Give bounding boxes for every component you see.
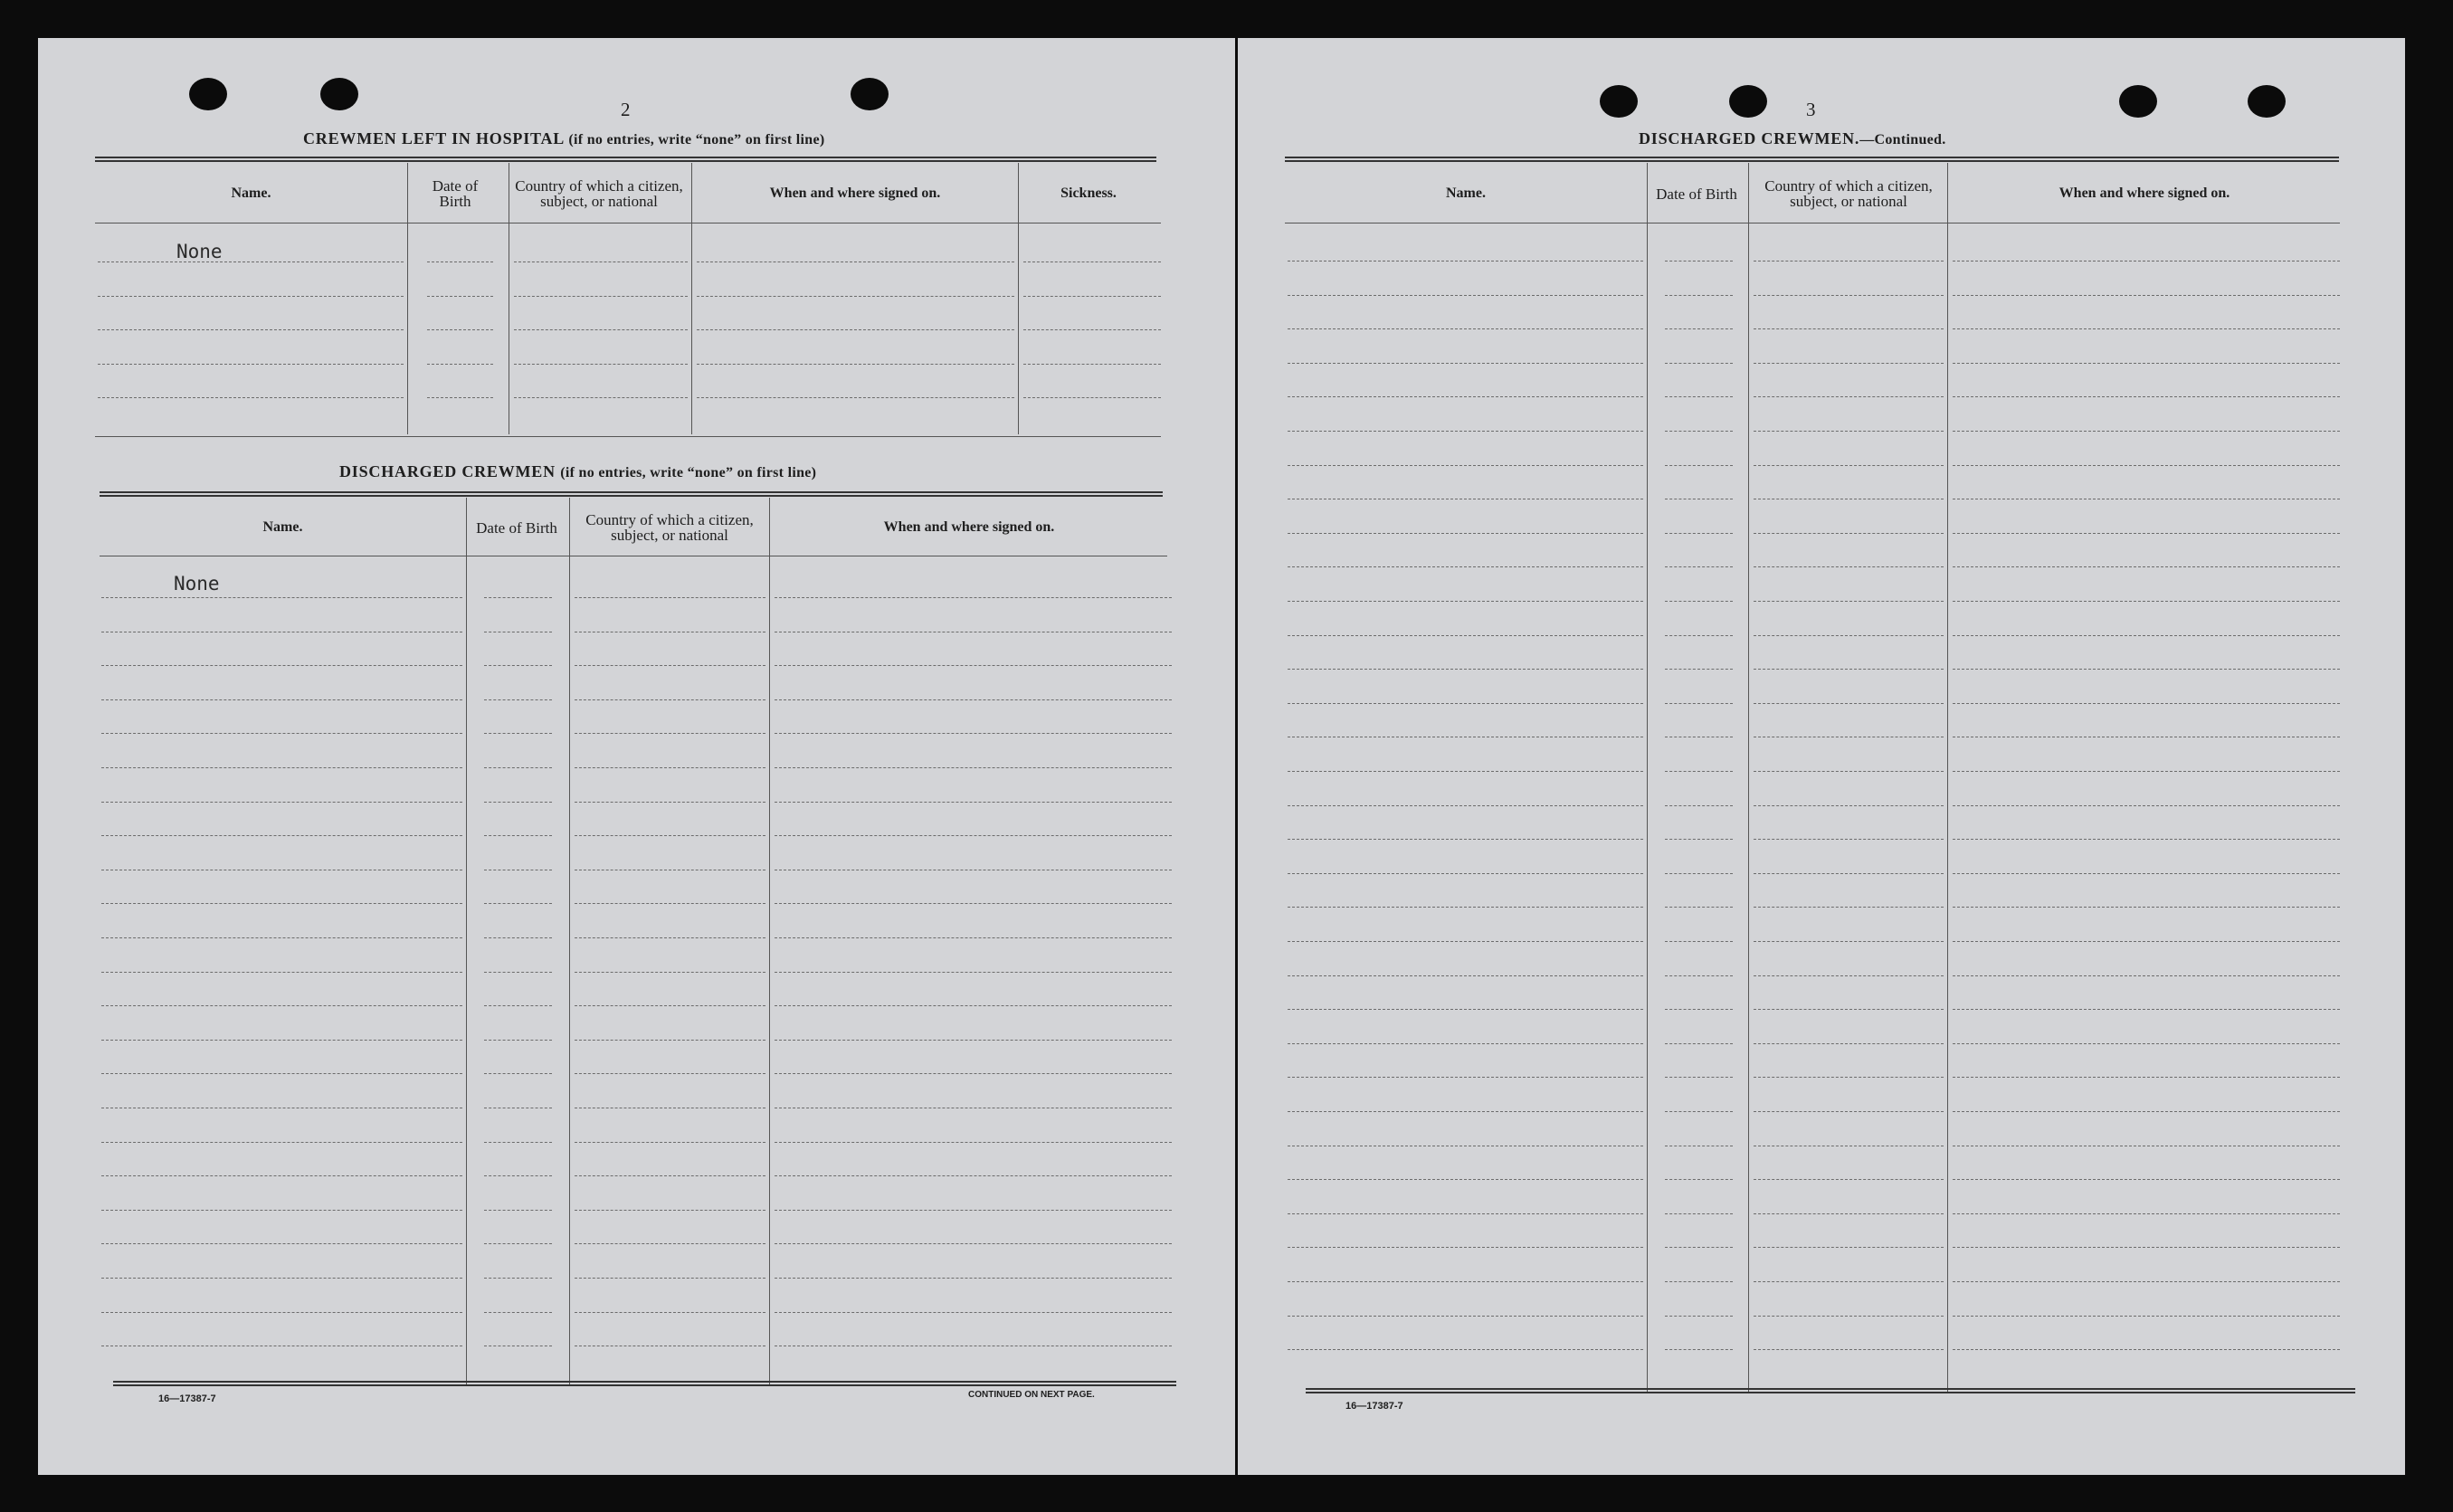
ruled-line [1754,1281,1944,1282]
continued-col-country: Country of which a citizen, subject, or national [1764,177,1933,210]
discharged-col-divider [466,498,467,1384]
ruled-line [1665,465,1733,466]
ruled-line [1754,465,1944,466]
continued-col-divider [1748,163,1749,1392]
ruled-line [1953,1111,2340,1112]
continued-note: CONTINUED ON NEXT PAGE. [968,1390,1095,1400]
ruled-line [1953,1349,2340,1350]
form-number: 16—17387-7 [1345,1401,1403,1412]
ruled-line [101,1040,462,1041]
ruled-line [514,397,688,398]
ruled-line [775,733,1172,734]
ruled-line [775,1040,1172,1041]
ruled-line [427,296,493,297]
ruled-line [98,296,404,297]
ruled-line [1754,839,1944,840]
ruled-line [1665,1316,1733,1317]
ruled-line [1665,261,1733,262]
ruled-line [1953,363,2340,364]
ruled-line [484,1073,552,1074]
ruled-line [427,397,493,398]
ruled-line [1754,669,1944,670]
ruled-line [1754,533,1944,534]
discharged-title: DISCHARGED CREWMEN [339,462,556,480]
ruled-line [1665,1213,1733,1214]
ruled-line [101,1243,462,1244]
discharged-col-country: Country of which a citizen, subject, or national [585,511,754,544]
ruled-line [1288,431,1643,432]
ruled-line [1754,1111,1944,1112]
ruled-line [484,903,552,904]
ruled-line [1754,396,1944,397]
hospital-col-signed: When and where signed on. [769,185,941,201]
ruled-line [101,597,462,598]
ruled-line [575,972,765,973]
ruled-line [1754,566,1944,567]
ruled-line [101,1312,462,1313]
ruled-line [1288,261,1643,262]
ruled-line [1288,839,1643,840]
ruled-line [1288,1009,1643,1010]
ruled-line [1288,1111,1643,1112]
ruled-line [484,1040,552,1041]
ruled-line [775,1005,1172,1006]
hospital-note: (if no entries, write “none” on first line) [568,132,825,147]
ruled-line [1754,1213,1944,1214]
ruled-line [1754,805,1944,806]
ruled-line [1953,839,2340,840]
ruled-line [1953,1009,2340,1010]
punch-hole-icon [2248,85,2286,118]
ruled-line [1953,396,2340,397]
ruled-line [775,1210,1172,1211]
ruled-line [1665,975,1733,976]
ruled-line [1665,941,1733,942]
ruled-line [1665,1043,1733,1044]
ruled-line [1288,396,1643,397]
ruled-line [1288,295,1643,296]
ruled-line [1288,601,1643,602]
ruled-line [1953,975,2340,976]
punch-hole-icon [320,78,358,110]
continued-bottom-rule [1306,1388,2355,1393]
ruled-line [101,733,462,734]
ruled-line [575,699,765,700]
continued-col-name: Name. [1446,185,1486,201]
ruled-line [514,296,688,297]
ruled-line [1953,1281,2340,1282]
ruled-line [1288,941,1643,942]
ruled-line [101,1175,462,1176]
continued-section-title [1639,129,1946,148]
ruled-line [775,835,1172,836]
ruled-line [1953,1247,2340,1248]
ruled-line [1754,295,1944,296]
ruled-line [775,665,1172,666]
ruled-line [484,835,552,836]
hospital-col-country: Country of which a citizen, subject, or national [515,177,683,210]
ruled-line [1754,328,1944,329]
ruled-line [575,767,765,768]
ruled-line [1288,1213,1643,1214]
ruled-line [101,1210,462,1211]
ruled-line [101,1005,462,1006]
page-number: 3 [1806,99,1816,120]
ruled-line [575,1278,765,1279]
ruled-line [1288,771,1643,772]
ruled-line [484,733,552,734]
hospital-col-divider [691,163,692,434]
punch-hole-icon [1729,85,1767,118]
ruled-line [1953,1043,2340,1044]
ruled-line [484,597,552,598]
discharged-section-title [339,462,816,481]
ruled-line [1665,839,1733,840]
ruled-line [101,1142,462,1143]
ruled-line [484,937,552,938]
punch-hole-icon [2119,85,2157,118]
ruled-line [1288,1349,1643,1350]
ruled-line [101,1073,462,1074]
ruled-line [1288,975,1643,976]
ruled-line [1953,328,2340,329]
ruled-line [484,699,552,700]
ruled-line [1953,941,2340,942]
ruled-line [1288,873,1643,874]
ruled-line [575,1243,765,1244]
ruled-line [1953,771,2340,772]
ruled-line [484,1175,552,1176]
ruled-line [775,1243,1172,1244]
ruled-line [1665,703,1733,704]
ruled-line [1665,566,1733,567]
discharged-col-divider [769,498,770,1384]
ruled-line [1953,601,2340,602]
ruled-line [1754,431,1944,432]
ruled-line [1288,533,1643,534]
discharged-note: (if no entries, write “none” on first line) [560,465,817,480]
ruled-line [1953,295,2340,296]
ruled-line [1754,703,1944,704]
continued-col-divider [1947,163,1948,1392]
ruled-line [1023,397,1161,398]
ruled-line [1665,1247,1733,1248]
ruled-line [1665,635,1733,636]
ruled-line [1953,1316,2340,1317]
ruled-line [1288,635,1643,636]
ruled-line [1288,1179,1643,1180]
ruled-line [1665,1111,1733,1112]
ruled-line [1754,1179,1944,1180]
ruled-line [484,1312,552,1313]
discharged-top-rule [100,491,1163,497]
ruled-line [1953,533,2340,534]
discharged-col-dob: Date of Birth [476,518,557,537]
continued-title: DISCHARGED CREWMEN. [1639,129,1860,147]
ruled-line [1288,805,1643,806]
ruled-line [1665,805,1733,806]
ruled-line [484,1278,552,1279]
ruled-line [1288,363,1643,364]
ruled-line [575,1073,765,1074]
ruled-line [1953,635,2340,636]
ruled-line [1754,1316,1944,1317]
ruled-line [775,937,1172,938]
ruled-line [1953,907,2340,908]
discharged-col-divider [569,498,570,1384]
ruled-line [1665,328,1733,329]
ruled-line [775,972,1172,973]
ruled-line [1953,703,2340,704]
ruled-line [1288,566,1643,567]
ruled-line [775,1175,1172,1176]
ruled-line [98,329,404,330]
ruled-line [1754,1247,1944,1248]
ruled-line [1288,1077,1643,1078]
ruled-line [1953,1077,2340,1078]
ruled-line [697,296,1014,297]
ruled-line [1953,465,2340,466]
hospital-col-divider [407,163,408,434]
hospital-title: CREWMEN LEFT IN HOSPITAL [303,129,565,147]
ruled-line [1754,261,1944,262]
punch-hole-icon [1600,85,1638,118]
ruled-line [101,665,462,666]
ruled-line [484,1142,552,1143]
ruled-line [1288,328,1643,329]
ruled-line [575,597,765,598]
ruled-line [514,329,688,330]
ruled-line [101,835,462,836]
continued-subtitle: —Continued. [1859,132,1946,147]
ruled-line [1288,1247,1643,1248]
discharged-col-signed: When and where signed on. [883,518,1055,535]
ruled-line [1665,431,1733,432]
ruled-line [1288,465,1643,466]
ruled-line [1754,635,1944,636]
ruled-line [101,972,462,973]
ruled-line [775,1312,1172,1313]
ruled-line [775,699,1172,700]
ruled-line [98,397,404,398]
ruled-line [1288,1043,1643,1044]
ruled-line [1754,601,1944,602]
ruled-line [1665,295,1733,296]
ruled-line [427,329,493,330]
ruled-line [1665,907,1733,908]
ruled-line [1754,1009,1944,1010]
ruled-line [1953,566,2340,567]
ruled-line [775,903,1172,904]
hospital-col-sickness: Sickness. [1060,185,1117,201]
ruled-line [1665,1009,1733,1010]
ruled-line [575,835,765,836]
ruled-line [1953,261,2340,262]
ruled-line [1754,873,1944,874]
ruled-line [484,665,552,666]
ruled-line [1953,873,2340,874]
continued-col-divider [1647,163,1648,1392]
ruled-line [1288,703,1643,704]
hospital-entry-name: None [176,241,223,262]
ruled-line [1953,669,2340,670]
hospital-col-divider [1018,163,1019,434]
ruled-line [1754,771,1944,772]
ruled-line [1665,363,1733,364]
ruled-line [1754,1043,1944,1044]
discharged-entry-name: None [174,573,220,594]
ruled-line [1665,771,1733,772]
ruled-line [575,733,765,734]
ruled-line [775,1073,1172,1074]
ruled-line [1953,431,2340,432]
ruled-line [484,972,552,973]
ruled-line [697,329,1014,330]
ruled-line [1023,296,1161,297]
ruled-line [1754,363,1944,364]
ruled-line [575,903,765,904]
ruled-line [1023,364,1161,365]
ruled-line [101,767,462,768]
ruled-line [775,597,1172,598]
hospital-section-title [303,129,825,148]
ruled-line [484,1005,552,1006]
ruled-line [1665,873,1733,874]
ruled-line [1953,1179,2340,1180]
ruled-line [775,767,1172,768]
continued-col-dob: Date of Birth [1656,185,1737,203]
ruled-line [697,364,1014,365]
punch-hole-icon [189,78,227,110]
ruled-line [1665,601,1733,602]
ruled-line [1288,1316,1643,1317]
ruled-line [1754,1077,1944,1078]
hospital-top-rule [95,157,1156,162]
page-number: 2 [621,99,631,120]
ruled-line [484,802,552,803]
ruled-line [1665,1077,1733,1078]
ruled-line [1953,1213,2340,1214]
continued-top-rule [1285,157,2339,162]
ruled-line [1754,1349,1944,1350]
form-number: 16—17387-7 [158,1393,216,1404]
right-page [1238,38,2405,1475]
ruled-line [427,364,493,365]
ruled-line [1754,975,1944,976]
ruled-line [1665,533,1733,534]
ruled-line [575,1040,765,1041]
hospital-bottom-rule [95,436,1161,437]
ruled-line [514,364,688,365]
ruled-line [1665,1281,1733,1282]
punch-hole-icon [851,78,889,110]
ruled-line [1754,907,1944,908]
ruled-line [1288,907,1643,908]
discharged-col-name: Name. [262,518,303,535]
ruled-line [775,1278,1172,1279]
ruled-line [484,1210,552,1211]
ruled-line [575,937,765,938]
ruled-line [1288,669,1643,670]
ruled-line [575,1210,765,1211]
ruled-line [575,1142,765,1143]
ruled-line [1665,1179,1733,1180]
ruled-line [1754,941,1944,942]
ruled-line [101,802,462,803]
ruled-line [98,364,404,365]
ruled-line [484,1243,552,1244]
hospital-col-name: Name. [231,185,271,201]
ruled-line [1665,396,1733,397]
hospital-col-dob: Date of Birth [432,177,479,210]
ruled-line [101,1278,462,1279]
ruled-line [1665,1349,1733,1350]
ruled-line [575,1175,765,1176]
ruled-line [1665,669,1733,670]
ruled-line [101,903,462,904]
discharged-bottom-rule [113,1381,1176,1386]
ruled-line [575,1005,765,1006]
ruled-line [1953,805,2340,806]
ruled-line [697,397,1014,398]
continued-col-signed: When and where signed on. [2058,185,2230,201]
ruled-line [775,802,1172,803]
ruled-line [575,802,765,803]
ruled-line [1023,329,1161,330]
ruled-line [575,1312,765,1313]
ruled-line [101,937,462,938]
ruled-line [1288,1281,1643,1282]
ruled-line [101,699,462,700]
ruled-line [575,665,765,666]
ruled-line [484,767,552,768]
ruled-line [775,1142,1172,1143]
